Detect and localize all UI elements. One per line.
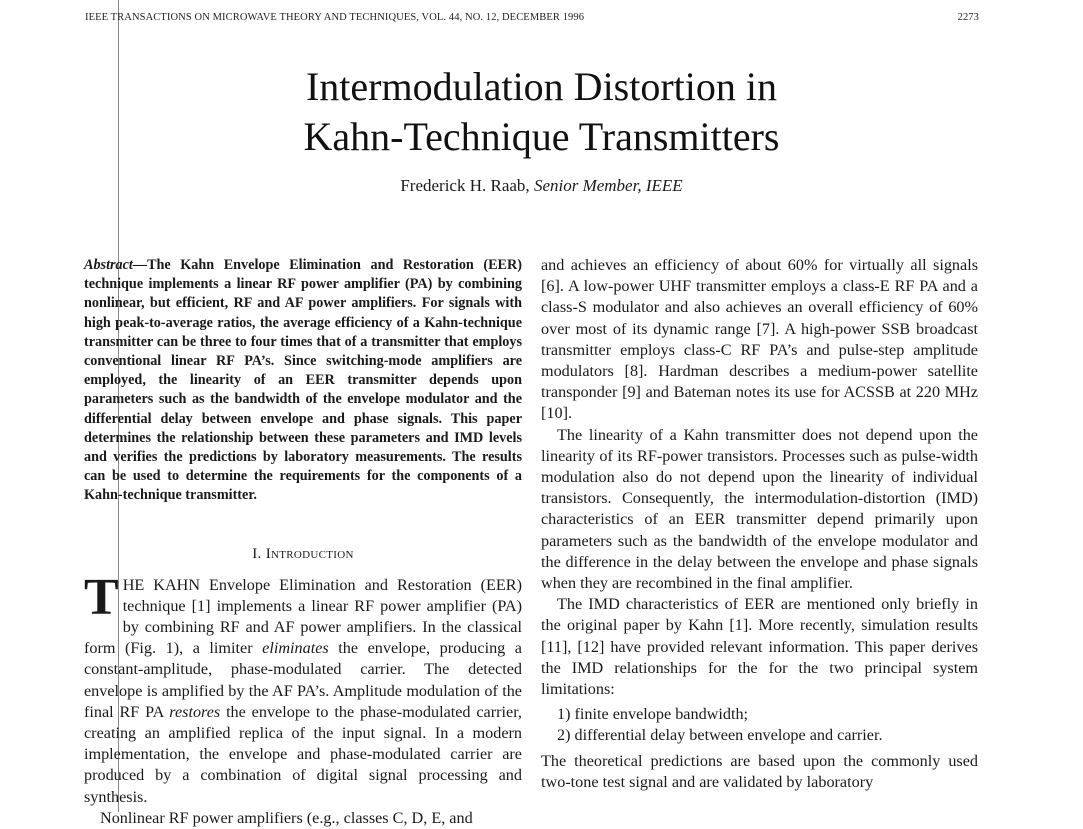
right-paragraph-3: The IMD characteristics of EER are mentioned only briefly in the original paper by Kahn [1]. More recently, simulation results [11], [12] have provided relevant information. This paper derives the IMD relationships for the for the two principal system limitations: [541, 595, 978, 699]
page-number: 2273 [957, 12, 979, 23]
intro-p1-emphasis-restores: restores [169, 702, 221, 721]
section-title: Introduction [265, 545, 354, 562]
drop-cap: T [84, 568, 119, 626]
section-number: I. [252, 545, 262, 562]
left-column [84, 256, 522, 829]
right-paragraph-1: and achieves an efficiency of about 60% for virtually all signals [6]. A low-power UHF transmitter employs a class-E RF PA and a class-S modulator and also achieves an overall efficiency of 60% over most of its dynamic range [7]. A high-power SSB broadcast transmitter employs class-C RF PA’s and pulse-step amplitude modulators [8]. Hardman describes a medium-power satellite transponder [9] and Bateman notes its use for ACSSB at 220 MHz [10]. [541, 256, 978, 423]
section-heading-introduction [84, 546, 522, 563]
title-line-2: Kahn-Technique Transmitters [303, 114, 780, 159]
author-line [0, 176, 1083, 196]
abstract [84, 256, 522, 506]
right-paragraph-2: The linearity of a Kahn transmitter does not depend upon the linearity of its RF-power transistors. Processes such as pulse-width modulation also do not depend upon the linearity of individual transistors. Consequently, the intermodulation-distortion (IMD) characteristics of an EER transmitter depend primarily upon parameters such as the bandwidth of the envelope modulator and the difference in the delay between the envelope and phase signals when they are recombined in the final amplifier. [541, 425, 978, 593]
abstract-lead: Abstract— [84, 257, 148, 273]
right-paragraph-4: The theoretical predictions are based upon the commonly used two-tone test signal and are validated by laboratory [541, 751, 978, 791]
title-line-1: Intermodulation Distortion in [305, 64, 778, 109]
author-name: Frederick H. Raab, [400, 176, 530, 195]
intro-paragraph-1 [84, 568, 522, 808]
list-item: 1) finite envelope bandwidth; [557, 705, 749, 724]
abstract-text: The Kahn Envelope Elimination and Restoration (EER) technique implements a linear RF power amplifier (PA) by combining nonlinear, but efficient, RF and AF power amplifiers. For signals with high peak-to-average ratios, the average efficiency of a Kahn-technique transmitter can be three to four times that of a transmitter that employs conventional linear RF PA’s. Since switching-mode amplifiers are employed, the linearity of an EER transmitter depends upon parameters such as the bandwidth of the envelope modulator and the differential delay between envelope and phase signals. This paper determines the relationship between these parameters and IMD levels and verifies the predictions by laboratory measurements. The results can be used to determine the requirements for the components of a Kahn-technique transmitter. [84, 257, 522, 504]
intro-p1-start: HE KAHN Envelope Elimination and Restoration (EER) technique [1] implements a linear RF power amplifier (PA) by combining RF and AF power amplifiers. In the classical form (Fig. 1), a limiter [84, 575, 522, 658]
right-column [541, 255, 978, 793]
list-item: 2) differential delay between envelope and carrier. [557, 726, 883, 745]
limitations-list [557, 704, 978, 746]
paper-title [0, 62, 1083, 162]
intro-p1-emphasis-eliminates: eliminates [262, 639, 329, 658]
intro-p1-end: the envelope to the phase-modulated carrier, creating an amplified replica of the input signal. In a modern implementation, the envelope and phase-modulated carrier are produced by a combination of digital signal processing and synthesis. [84, 702, 522, 806]
intro-paragraph-2: Nonlinear RF power amplifiers (e.g., classes C, D, E, and [100, 808, 473, 827]
author-affiliation: Senior Member, IEEE [533, 176, 683, 195]
intro-p1-middle: the envelope, producing a constant-amplitude, phase-modulated carrier. The detected envelope is amplified by the AF PA’s. Amplitude modulation of the final RF PA [84, 639, 522, 721]
journal-citation: IEEE TRANSACTIONS ON MICROWAVE THEORY AND TECHNIQUES, VOL. 44, NO. 12, DECEMBER 1996 [85, 12, 585, 23]
